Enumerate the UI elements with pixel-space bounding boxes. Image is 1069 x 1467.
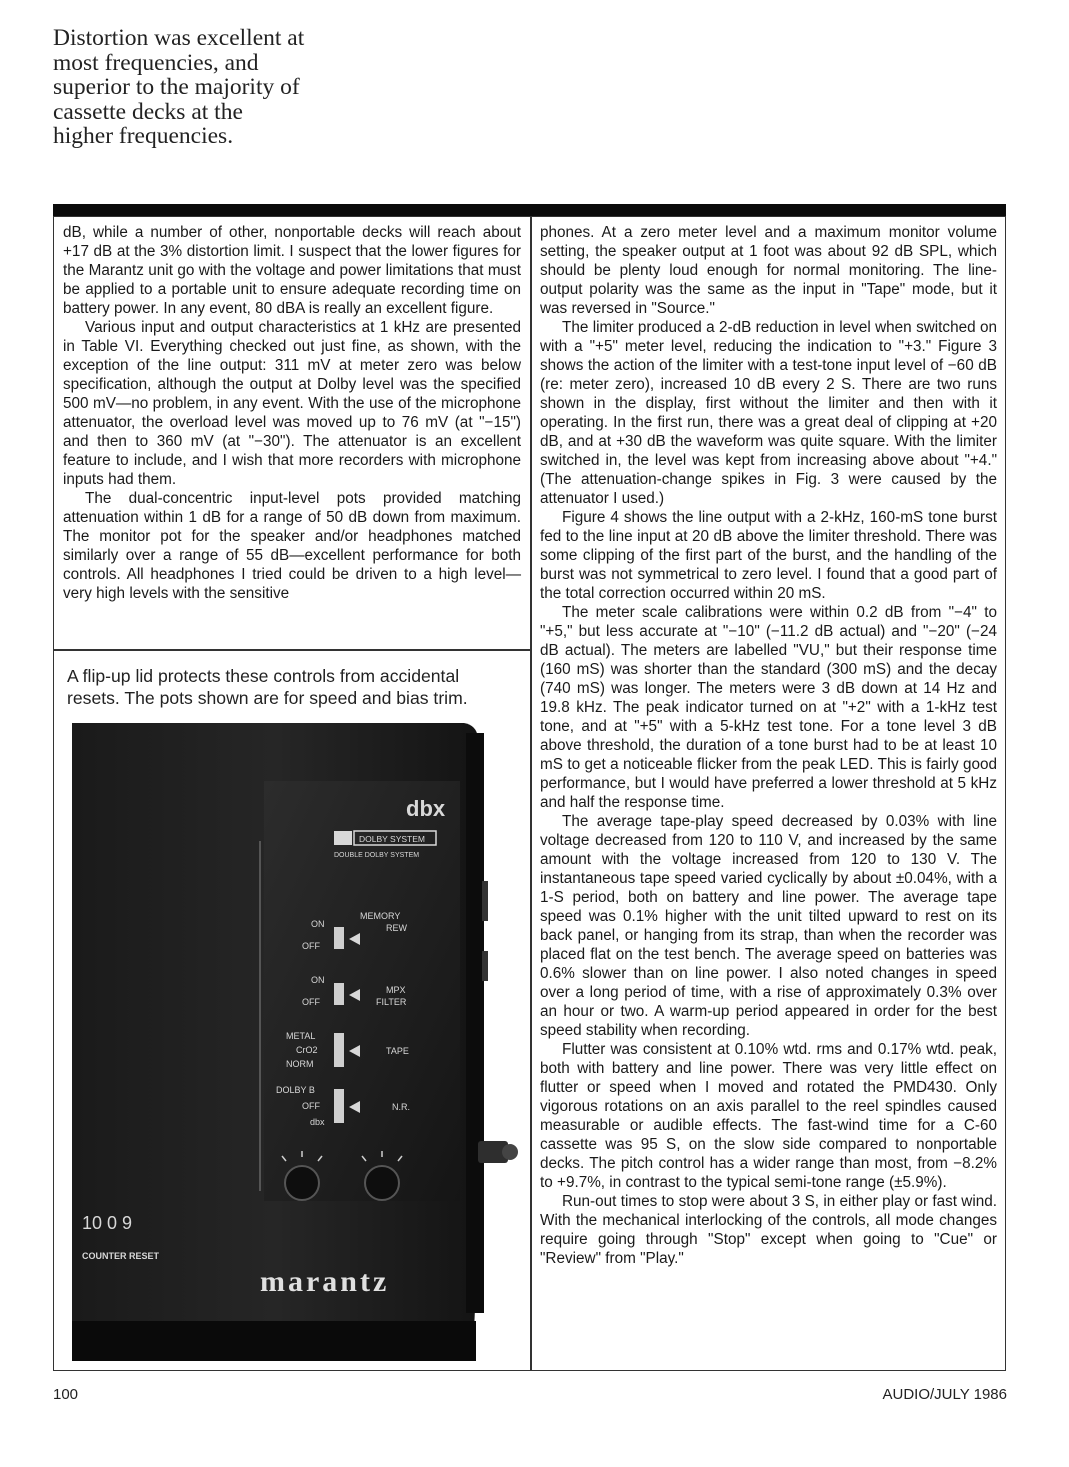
photo-caption [67,666,522,709]
tape-label: TAPE [386,1046,409,1056]
double-dolby-label: DOUBLE DOLBY SYSTEM [334,852,420,859]
caption-line: A flip-up lid protects these controls from accidental [67,666,460,686]
rew-label: REW [386,923,407,933]
paragraph: The dual-concentric input-level pots provided matching attenuation within 1 dB for a range of 50 dB down from maximum. The monitor pot for the speaker and/or headphones matched similarly over a range of 55 dB—excellent performance for both controls. All headphones I tried could be driven to a high level—very high levels with the sensitive [63,490,521,602]
mpx-filter-switch [334,983,344,1005]
bias-trim-pot [365,1166,399,1200]
paragraph: Flutter was consistent at 0.10% wtd. rms and 0.17% wtd. peak, both with battery and line power. There was very little effect on flutter or speed when I moved and rotated the PMD430. Only vigorous rotations on an axis parallel to the reel spindles caused measurable or audible effects. The fast-wind time for a C-60 cassette was 95 S, on the slow side compared to nonportable decks. The pitch control has a wider range than most, from −8.2% to +9.7%, in contrast to the typical semi-tone range (±5.9%). [540,1041,997,1191]
dolby-b-label: DOLBY B [276,1085,315,1095]
tape-counter-display: 10 0 9 [82,1213,133,1233]
photo-figure [53,650,531,1371]
magazine-issue: AUDIO/JULY 1986 [882,1386,1007,1403]
paragraph: The limiter produced a 2-dB reduction in level when switched on with a "+5" meter level, reducing the indication to "+3." Figure 3 shows the action of the limiter with a test-tone input level of −60 dB (re: meter zero), increased 10 dB every 2 S. There are two runs shown in the display, first without the limiter and then with it operating. In the first run, there was a great deal of clipping at +20 dB, and at +30 dB the waveform was quite square. With the limiter switched in, the level was kept from increasing above about "+4." (The attenuation-change spikes in Fig. 3 were caused by the attenuator I used.) [540,319,997,507]
counter-reset-label: COUNTER RESET [82,1251,160,1261]
jack-plug-icon [502,1144,518,1160]
dbx-small-label: dbx [310,1117,325,1127]
article-column-left [53,216,531,650]
tape-type-switch [334,1033,344,1067]
metal-label: METAL [286,1031,316,1041]
pull-quote-line: Distortion was excellent at [53,25,305,51]
recorder-base [72,1321,476,1361]
off-label: OFF [302,941,320,951]
pull-quote-line: higher frequencies. [53,123,234,150]
off-label: OFF [302,997,320,1007]
control-panel [264,781,460,1201]
paragraph: The average tape-play speed decreased by 0.03% with line voltage decreased from 120 to 110 V, and increased by the same amount with the voltage increased from 120 to 130 V. The instantaneous tape speed varied cyclically by about ±0.04%, with a 1-S period, both on battery and line power. The average tape speed was 0.1% higher with the unit tilted upward to rest on its back panel, or hanging from its strap, than when the recorder was placed flat on the test bench. The average speed on batteries was 0.6% slower than on line power. I also noted changes in speed over a long period of time, with a rise of approximately 0.3% over an hour or two. A warm-up period appeared in order for the best speed stability when recording. [540,813,997,1039]
pull-quote-line: cassette decks at the [53,98,243,125]
nr-switch [334,1089,344,1123]
dolby-logo-icon [334,831,352,845]
speed-trim-pot [285,1166,319,1200]
paragraph: Various input and output characteristics at 1 kHz are presented in Table VI. Everything checked out just fine, as shown, with the exception of the line output: 311 mV at meter zero was below specification, although the output at Dolby level was the specified 500 mV—no problem, in any event. With the use of the microphone attenuator, the overload level was moved up to 76 mV (at "−15") and then to 360 mV (at "−30"). The attenuator is an excellent feature to include, and I wish that more recorders with microphone inputs had them. [63,319,521,488]
paragraph: dB, while a number of other, nonportable decks will reach about +17 dB at the 3% distortion limit. I suspect that the lower figures for the Marantz unit go with the voltage and power limitations that must be applied to a portable unit to ensure adequate recording time on battery power. In any event, 80 dBA is really an excellent figure. [63,224,521,317]
pull-quote-line: superior to the majority of [53,74,300,101]
paragraph: The meter scale calibrations were within 0.2 dB from "−4" to "+5," but less accurate at "−10" (−11.2 dB actual) and "−20" (−24 dB actual). The meters are labelled "VU," but their response time (160 mS) was shorter than the standard (300 mS) and the decay (740 mS) was longer. The meters were 3 dB down at 14 Hz and 19.8 kHz. The peak indicator turned on at "+2" with a 1-kHz test tone, and at "+5" with a 5-kHz test tone. For a tone level 3 dB above threshold, the duration of a tone burst had to be at least 10 mS to get a noticeable flicker from the peak LED. This is fairly good performance, but I would have preferred a lower threshold at 5 kHz and half the response time. [540,604,997,811]
on-label: ON [311,975,325,985]
on-label: ON [311,919,325,929]
caption-line: resets. The pots shown are for speed and bias trim. [67,687,468,708]
paragraph: Run-out times to stop were about 3 S, in either play or fast wind. With the mechanical interlocking of the controls, all mode changes require going through "Stop" except when going to "Cue" or "Review" from "Play." [540,1193,997,1267]
dolby-system-label: DOLBY SYSTEM [359,834,425,844]
article-column-right [531,216,1006,1371]
cro2-label: CrO2 [296,1045,318,1055]
pull-quote-line: most frequencies, and [53,49,259,76]
side-switch [482,881,488,921]
section-divider-rule [53,204,1006,216]
marantz-logo: marantz [260,1265,390,1298]
dbx-logo: dbx [406,796,446,821]
nr-label: N.R. [392,1102,410,1112]
pull-quote [53,26,383,149]
recorder-photo [64,721,522,1361]
paragraph: phones. At a zero meter level and a maximum monitor volume setting, the speaker output at 1 foot was about 92 dB SPL, which should be plenty loud enough for normal monitoring. The line-output polarity was the same as the input in "Tape" mode, but it was reversed in "Source." [540,224,997,317]
norm-label: NORM [286,1059,314,1069]
memory-switch [334,927,344,949]
mpx-label: MPX [386,985,406,995]
filter-label: FILTER [376,997,407,1007]
recorder-side-edge [466,733,484,1313]
page-number: 100 [53,1386,79,1403]
memory-label: MEMORY [360,911,401,921]
paragraph: Figure 4 shows the line output with a 2-kHz, 160-mS tone burst fed to the line input at 20 dB above the limiter threshold. There was some clipping of the first part of the burst, and the handling of the burst was not symmetrical to zero level. I found that a good part of the total correction occurred within 20 mS. [540,509,997,602]
off-label: OFF [302,1101,320,1111]
side-switch [482,951,488,981]
